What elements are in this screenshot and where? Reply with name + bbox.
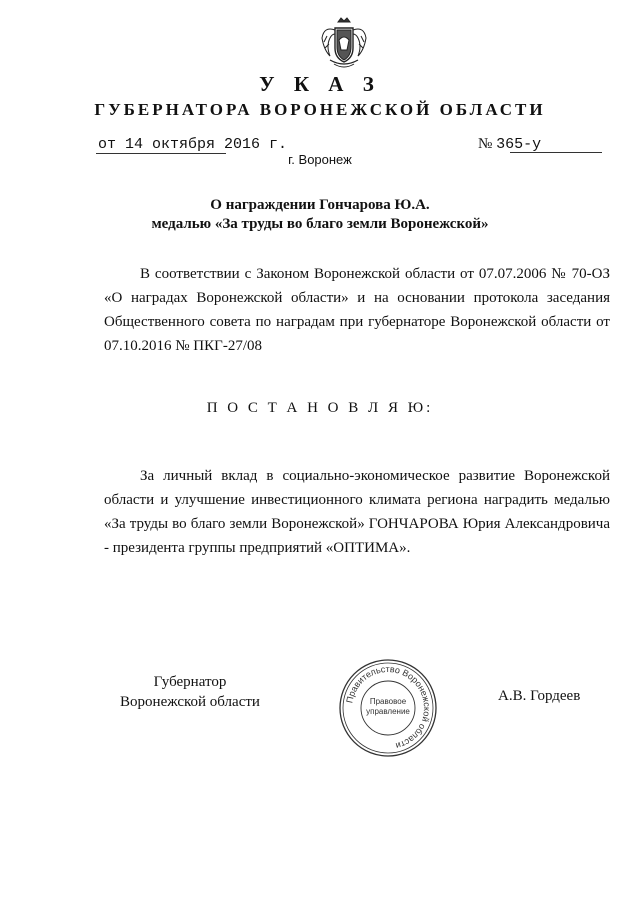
number-sign: № bbox=[478, 136, 493, 152]
city-name: г. Воронеж bbox=[288, 152, 352, 167]
body-paragraph: За личный вклад в социально-экономическое развитие Воронежской области и улучшение инвестиционного климата региона наградить медалью «За труды во благо земли Воронежской» ГОНЧАРОВА Юрия Александровича - президента группы предприятий «ОПТИМА». bbox=[104, 468, 610, 556]
document-number bbox=[478, 136, 541, 153]
stamp-center-line-1: Правовое bbox=[369, 697, 407, 706]
stamp-ring-text: Правительство Воронежской области bbox=[344, 663, 433, 752]
signatory-title-line-2: Воронежской области bbox=[120, 694, 260, 710]
signatory-title bbox=[100, 672, 280, 712]
issuing-authority: ГУБЕРНАТОРА ВОРОНЕЖСКОЙ ОБЛАСТИ bbox=[94, 100, 546, 119]
signatory-title-line-1: Губернатор bbox=[153, 674, 227, 690]
official-stamp bbox=[336, 656, 440, 760]
number-value: 365-у bbox=[496, 136, 542, 153]
document-type-title: У К А З bbox=[259, 72, 381, 96]
coat-of-arms-icon bbox=[318, 16, 370, 72]
decree-word: П О С Т А Н О В Л Я Ю: bbox=[206, 400, 434, 416]
subject-line-2: медалью «За труды во благо земли Воронежской» bbox=[151, 216, 489, 232]
document-date: от 14 октября 2016 г. bbox=[98, 136, 288, 153]
subject-line-1: О награждении Гончарова Ю.А. bbox=[210, 197, 430, 213]
signatory-name: А.В. Гордеев bbox=[498, 688, 581, 704]
stamp-center-line-2: управление bbox=[366, 707, 410, 716]
preamble-paragraph: В соответствии с Законом Воронежской области от 07.07.2006 № 70-ОЗ «О наградах Воронежской области» и на основании протокола заседания Общественного совета по наградам при губернаторе Воронежской области от 07.10.2016 № ПКГ-27/08 bbox=[104, 266, 610, 354]
document-subject bbox=[0, 196, 640, 234]
